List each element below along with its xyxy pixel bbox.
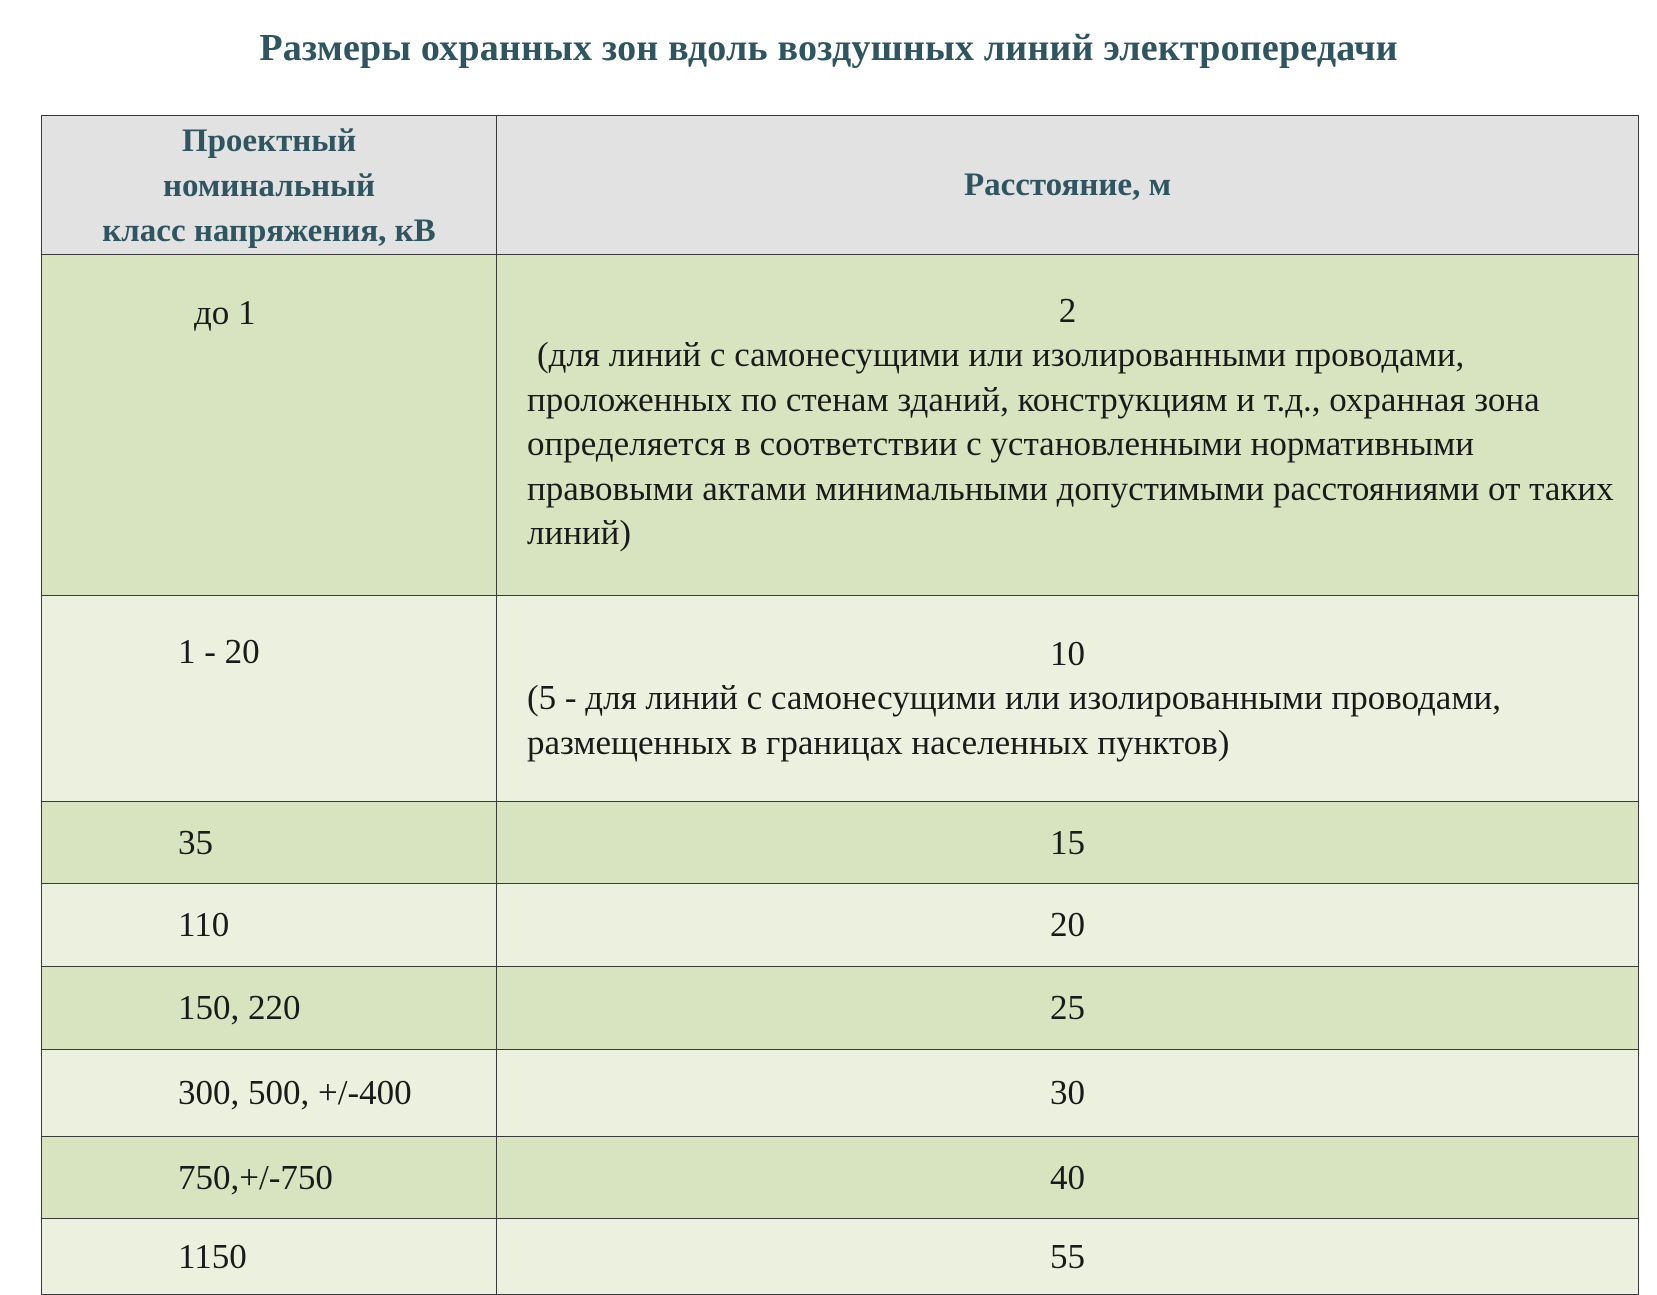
header-voltage [42,116,497,255]
distance-cell: 40 [497,1137,1639,1219]
distance-value: 10 [1050,634,1085,673]
distance-note: (5 - для линий с самонесущими или изолированными проводами, размещенных в границах населенных пунктов) [527,678,1501,762]
distance-cell: 25 [497,967,1639,1050]
table-row [42,1050,1639,1137]
voltage-cell: 1150 [42,1219,497,1295]
voltage-cell: 300, 500, +/-400 [42,1050,497,1137]
header-voltage-line: класс напряжения, кВ [102,212,436,249]
table-row [42,1137,1639,1219]
distance-cell [497,255,1639,596]
table-row [42,802,1639,884]
distance-cell: 30 [497,1050,1639,1137]
table-row [42,1219,1639,1295]
header-distance: Расстояние, м [497,116,1639,255]
voltage-cell: 150, 220 [42,967,497,1050]
voltage-cell: 110 [42,884,497,967]
distance-value: 2 [1058,291,1077,330]
distance-cell: 15 [497,802,1639,884]
distance-cell [497,596,1639,802]
voltage-cell: 750,+/-750 [42,1137,497,1219]
voltage-cell: 35 [42,802,497,884]
page-title: Размеры охранных зон вдоль воздушных линий электропередачи [259,27,1398,69]
header-voltage-line: Проектный [181,122,357,159]
distance-cell: 55 [497,1219,1639,1295]
distance-note: (для линий с самонесущими или изолированными проводами, проложенных по стенам зданий, конструкциям и т.д., охранная зона определяется в соответствии с установленными нормативными правовыми актами минимальными допустимыми расстояниями от таких линий) [527,335,1614,552]
table-header-row [42,116,1639,255]
protection-zones-table [41,115,1639,1295]
table-row [42,967,1639,1050]
header-voltage-line: номинальный [163,167,375,204]
table-row [42,255,1639,596]
voltage-cell: до 1 [42,255,497,596]
table-row [42,596,1639,802]
distance-cell: 20 [497,884,1639,967]
voltage-cell: 1 - 20 [42,596,497,802]
table-row [42,884,1639,967]
